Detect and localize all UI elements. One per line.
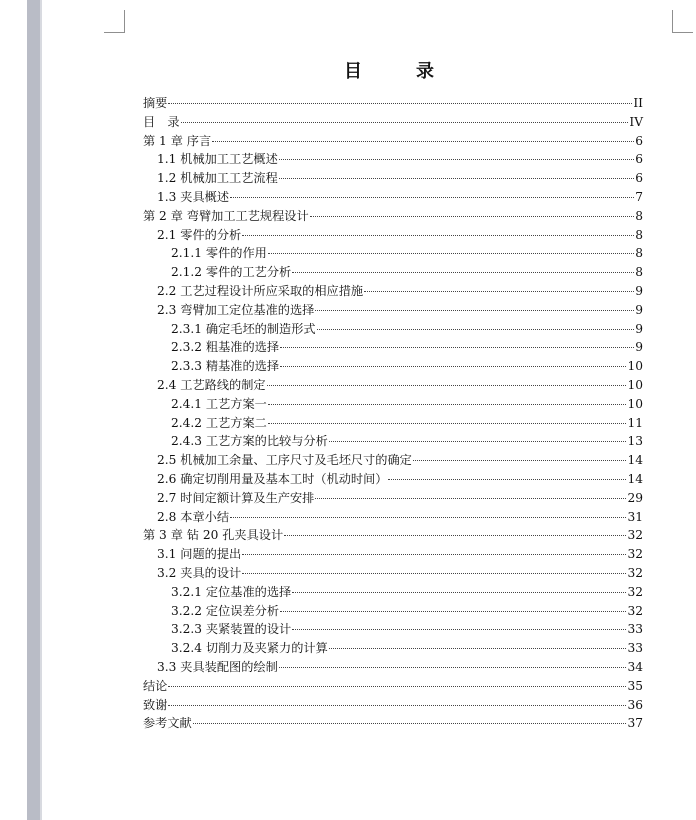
- toc-entry-label: 2.3.3 精基准的选择: [171, 359, 280, 374]
- toc-leader-dots: [181, 121, 629, 123]
- toc-leader-dots: [317, 328, 635, 330]
- toc-entry-label: 摘要: [143, 96, 168, 110]
- toc-entry-label: 2.1.2 零件的工艺分析: [171, 265, 292, 280]
- toc-leader-dots: [267, 384, 627, 386]
- toc-entry-label: 2.1.1 零件的作用: [171, 246, 267, 261]
- toc-entry-label: 参考文献: [143, 716, 192, 731]
- toc-entry-label: 2.6 确定切削用量及基本工时（机动时间）: [157, 471, 388, 486]
- toc-entry-page-number: 6: [635, 171, 643, 186]
- toc-entry-label: 3.2.3 夹紧装置的设计: [171, 622, 292, 637]
- toc-entry-label: 3.2 夹具的设计: [157, 565, 242, 580]
- toc-leader-dots: [279, 177, 634, 179]
- toc-leader-dots: [230, 516, 626, 518]
- toc-entry-page-number: 8: [635, 208, 643, 223]
- window-margin: [0, 0, 27, 820]
- toc-entry-label: 2.4.2 工艺方案二: [171, 415, 267, 430]
- toc-entry[interactable]: [143, 244, 643, 263]
- toc-leader-dots: [413, 459, 627, 461]
- toc-entry-page-number: 36: [627, 697, 643, 712]
- toc-entry[interactable]: [143, 320, 643, 339]
- toc-entry-page-number: 29: [627, 490, 643, 505]
- toc-leader-dots: [230, 196, 634, 198]
- toc-entry[interactable]: [143, 714, 643, 733]
- toc-entry-label: 3.1 问题的提出: [157, 547, 242, 562]
- toc-leader-dots: [212, 140, 634, 142]
- toc-leader-dots: [168, 704, 626, 706]
- toc-entry-page-number: 10: [627, 396, 643, 411]
- toc-leader-dots: [168, 685, 626, 687]
- toc-leader-dots: [292, 591, 626, 593]
- toc-entry-label: 1.1 机械加工工艺概述: [157, 152, 278, 167]
- toc-entry-label: 第 2 章 弯臂加工工艺规程设计: [143, 208, 309, 223]
- page-shadow-bar: [27, 0, 40, 820]
- toc-leader-dots: [292, 628, 626, 630]
- toc-entry[interactable]: [143, 150, 643, 169]
- toc-entry[interactable]: [143, 357, 643, 376]
- toc-entry-page-number: 33: [627, 622, 643, 637]
- toc-entry-label: 2.1 零件的分析: [157, 227, 242, 242]
- toc-entry[interactable]: [143, 696, 643, 715]
- toc-leader-dots: [279, 158, 634, 160]
- toc-entry-page-number: 8: [635, 227, 643, 242]
- toc-entry-page-number: 8: [635, 265, 643, 280]
- toc-entry-label: 目 录: [143, 114, 180, 129]
- toc-entry-page-number: 9: [635, 283, 643, 298]
- toc-leader-dots: [292, 271, 634, 273]
- toc-leader-dots: [168, 102, 632, 104]
- toc-entry-label: 2.7 时间定额计算及生产安排: [157, 490, 315, 505]
- toc-entry-page-number: 10: [627, 359, 643, 374]
- toc-entry-label: 1.2 机械加工工艺流程: [157, 171, 278, 186]
- toc-entry-label: 2.8 本章小结: [157, 509, 230, 524]
- toc-entry[interactable]: [143, 508, 643, 527]
- toc-leader-dots: [388, 478, 626, 480]
- toc-entry-page-number: II: [633, 96, 643, 110]
- toc-entry[interactable]: [143, 639, 643, 658]
- toc-entry[interactable]: [143, 489, 643, 508]
- toc-entry-page-number: 32: [627, 584, 643, 599]
- toc-entry-page-number: IV: [629, 114, 643, 129]
- toc-entry[interactable]: [143, 677, 643, 696]
- toc-entry[interactable]: [143, 113, 643, 132]
- toc-entry-label: 3.3 夹具装配图的绘制: [157, 659, 278, 674]
- toc-entry[interactable]: [143, 338, 643, 357]
- toc-entry-label: 第 1 章 序言: [143, 133, 212, 148]
- toc-leader-dots: [280, 365, 626, 367]
- toc-entry-page-number: 6: [635, 133, 643, 148]
- toc-entry-page-number: 32: [627, 565, 643, 580]
- toc-entry[interactable]: [143, 376, 643, 395]
- toc-entry[interactable]: [143, 432, 643, 451]
- toc-entry-label: 3.2.2 定位误差分析: [171, 603, 280, 618]
- toc-leader-dots: [268, 403, 627, 405]
- toc-leader-dots: [315, 497, 626, 499]
- toc-entry-label: 2.5 机械加工余量、工序尺寸及毛坯尺寸的确定: [157, 453, 412, 468]
- toc-leader-dots: [242, 553, 626, 555]
- toc-leader-dots: [310, 215, 635, 217]
- toc-entry-label: 1.3 夹具概述: [157, 189, 230, 204]
- toc-leader-dots: [280, 346, 634, 348]
- toc-entry-page-number: 34: [627, 659, 643, 674]
- toc-entry[interactable]: [143, 451, 643, 470]
- toc-leader-dots: [329, 647, 627, 649]
- toc-entry[interactable]: [143, 188, 643, 207]
- toc-entry-label: 2.3.1 确定毛坯的制造形式: [171, 321, 316, 336]
- toc-leader-dots: [364, 290, 634, 292]
- toc-entry[interactable]: [143, 470, 643, 489]
- toc-entry-page-number: 11: [627, 415, 643, 430]
- toc-entry-page-number: 32: [627, 528, 643, 543]
- toc-entry-label: 致谢: [143, 697, 168, 712]
- toc-leader-dots: [279, 666, 627, 668]
- toc-entry[interactable]: [143, 658, 643, 677]
- toc-entry-page-number: 9: [635, 321, 643, 336]
- toc-entry-page-number: 6: [635, 152, 643, 167]
- toc-entry-label: 3.2.4 切削力及夹紧力的计算: [171, 641, 328, 656]
- toc-entry-page-number: 7: [635, 189, 643, 204]
- toc-entry[interactable]: [143, 564, 643, 583]
- toc-entry-page-number: 32: [627, 547, 643, 562]
- toc-entry[interactable]: [143, 94, 643, 113]
- toc-entry[interactable]: [143, 583, 643, 602]
- toc-entry-label: 第 3 章 钻 20 孔夹具设计: [143, 528, 284, 543]
- toc-entry-page-number: 14: [627, 471, 643, 486]
- toc-leader-dots: [268, 252, 634, 254]
- toc-leader-dots: [193, 722, 627, 724]
- toc-entry-page-number: 32: [627, 603, 643, 618]
- toc-entry[interactable]: [143, 169, 643, 188]
- toc-entry-page-number: 33: [627, 641, 643, 656]
- toc-entry-page-number: 35: [627, 678, 643, 693]
- toc-entry-label: 2.2 工艺过程设计所应采取的相应措施: [157, 283, 364, 298]
- toc-entry[interactable]: [143, 620, 643, 639]
- toc-entry[interactable]: [143, 282, 643, 301]
- toc-entry-page-number: 8: [635, 246, 643, 261]
- toc-entry[interactable]: [143, 226, 643, 245]
- toc-entry-page-number: 13: [627, 434, 643, 449]
- toc-entry-label: 3.2.1 定位基准的选择: [171, 584, 292, 599]
- toc-entry-page-number: 37: [627, 716, 643, 731]
- toc-entry[interactable]: [143, 207, 643, 226]
- top-left-crop-mark: [104, 10, 125, 33]
- toc-leader-dots: [242, 234, 634, 236]
- toc-entry-page-number: 9: [635, 340, 643, 355]
- toc-entry-page-number: 31: [627, 509, 643, 524]
- toc-entry[interactable]: [143, 545, 643, 564]
- toc-entry-page-number: 10: [627, 377, 643, 392]
- top-right-crop-mark: [672, 10, 693, 33]
- toc-entry-label: 2.3.2 粗基准的选择: [171, 340, 280, 355]
- toc-entry[interactable]: [143, 602, 643, 621]
- toc-entry[interactable]: [143, 414, 643, 433]
- toc-entry-page-number: 9: [635, 302, 643, 317]
- toc-entry[interactable]: [143, 301, 643, 320]
- toc-entry-label: 2.4 工艺路线的制定: [157, 377, 266, 392]
- toc-entry[interactable]: [143, 526, 643, 545]
- toc-leader-dots: [315, 309, 634, 311]
- toc-entry-label: 2.3 弯臂加工定位基准的选择: [157, 302, 315, 317]
- toc-entry-page-number: 14: [627, 453, 643, 468]
- toc-entry-label: 2.4.1 工艺方案一: [171, 396, 267, 411]
- toc-leader-dots: [280, 610, 626, 612]
- table-of-contents: [143, 94, 643, 733]
- toc-entry-label: 结论: [143, 678, 168, 693]
- toc-leader-dots: [268, 422, 627, 424]
- toc-entry[interactable]: [143, 132, 643, 151]
- toc-leader-dots: [329, 440, 627, 442]
- toc-entry[interactable]: [143, 395, 643, 414]
- toc-entry[interactable]: [143, 263, 643, 282]
- toc-title: 目 录: [344, 61, 452, 82]
- toc-leader-dots: [284, 534, 626, 536]
- toc-leader-dots: [242, 572, 626, 574]
- toc-entry-label: 2.4.3 工艺方案的比较与分析: [171, 434, 328, 449]
